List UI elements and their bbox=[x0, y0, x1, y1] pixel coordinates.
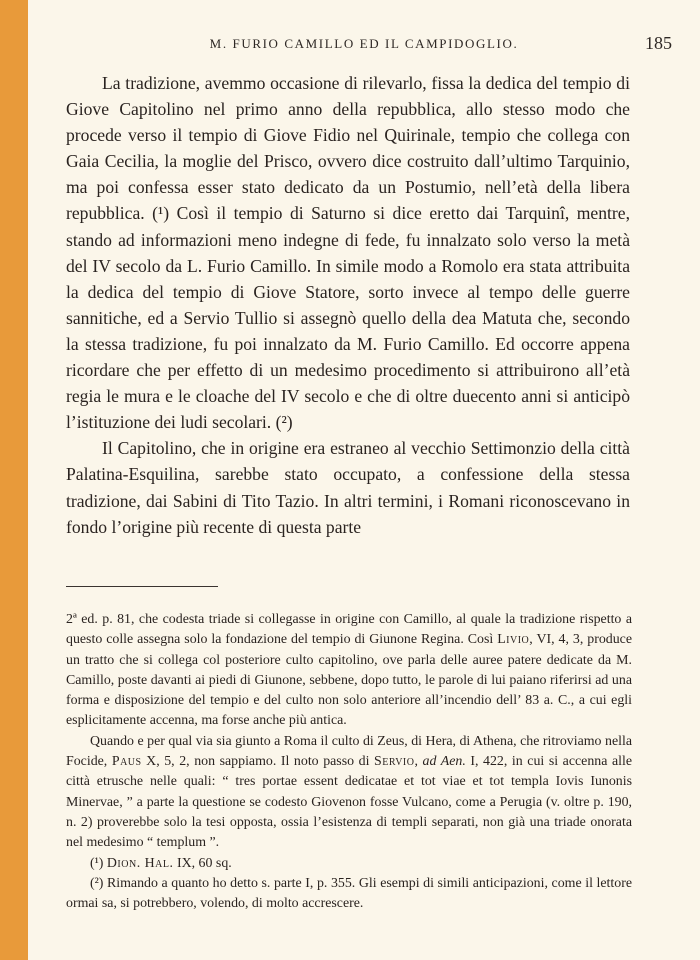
paragraph: Il Capitolino, che in origine era estraneo al vecchio Settimonzio della città Palatina-Esquilina, sarebbe stato occupato, a confessione della stessa tradizione, dai Sabini di Tito Tazio. In altri termini, i Romani riconoscevano in fondo l’origine più recente di questa parte bbox=[66, 438, 630, 537]
author-name: Paus bbox=[111, 754, 142, 770]
footnote-continuation: 2ª ed. p. 81, che codesta triade si collegasse in origine con Camillo, al quale la tradizione rispetto a questo colle assegna solo la fondazione del tempio di Giunone Regina. Così Livio, VI, 4, 3, produce un tratto che si collega col posteriore culto capitolino, ove parla delle auree patere dedicate da M. Camillo, poste davanti ai piedi di Giunone, sebbene, dopo tutto, le parole di lui paiano riferirsi ad una forma e disposizione del tempio e del culto non solo anteriore all’incendio dell’ 83 a. C., a cui egli esplicitamente accenna, ma forse anche più antica. bbox=[66, 612, 632, 729]
book-page bbox=[28, 0, 700, 960]
footnote-separator bbox=[66, 586, 218, 587]
page-header bbox=[28, 33, 700, 60]
footnotes bbox=[66, 610, 632, 914]
paragraph: La tradizione, avemmo occasione di rilevarlo, fissa la dedica del tempio di Giove Capitolino nel primo anno della repubblica, allo stesso modo che procede verso il tempio di Giove Fidio nel Quirinale, tempio che collega con Gaia Cecilia, la moglie del Prisco, ovvero dice costruito dall’ultimo Tarquinio, ma poi confessa esser stato dedicato da un Postumio, nell’età della libera repubblica. (¹) Così il tempio di Saturno si dice eretto dai Tarquinî, mentre, stando ad informazioni meno indegne di fede, fu innalzato solo verso la metà del IV secolo da L. Furio Camillo. In simile modo a Romolo era stata attribuita la dedica del tempio di Giove Statore, sorto invece al tempo delle guerre sannitiche, ed a Servio Tullio si assegnò quello della dea Matuta che, secondo la stessa tradizione, fu poi innalzato da M. Furio Camillo. Ed occorre appena ricordare che per effetto di un medesimo procedimento si attribuirono all’età regia le mura e le cloache del IV secolo e che di oltre duecento anni si anticipò l’istituzione dei ludi secolari. (²) bbox=[66, 73, 630, 433]
running-head: M. FURIO CAMILLO ED IL CAMPIDOGLIO. bbox=[209, 36, 519, 51]
author-name: Servio bbox=[374, 754, 415, 770]
author-name: Dion. Hal. bbox=[106, 855, 174, 871]
footnote-1: (¹) Dion. Hal. IX, 60 sq. bbox=[90, 855, 232, 871]
page-number: 185 bbox=[645, 33, 672, 53]
footnote-paragraph: Quando e per qual via sia giunto a Roma il culto di Zeus, di Hera, di Athena, che ritroviamo nella Focide, Paus X, 5, 2, non sappiamo. Il noto passo di Servio, ad Aen. I, 422, in cui si accenna alle città etrusche nelle quali: “ tres portae essent dedicatae et tot viae et tot templa Iovis Iunonis Minervae, ” a parte la questione se codesto Giovenon fosse Vulcano, come a Perugia (v. oltre p. 190, n. 2) proverebbe solo la tesi opposta, ossia l’esistenza di templi separati, non già una triade onorata nel medesimo “ templum ”. bbox=[66, 733, 632, 851]
main-text bbox=[66, 70, 630, 540]
work-title: ad Aen. bbox=[422, 754, 466, 770]
author-name: Livio bbox=[497, 632, 530, 648]
footnote-2: (²) Rimando a quanto ho detto s. parte I, p. 355. Gli esempi di simili anticipazioni, come il lettore ormai sa, si potrebbero, volendo, di molto accrescere. bbox=[66, 875, 632, 912]
